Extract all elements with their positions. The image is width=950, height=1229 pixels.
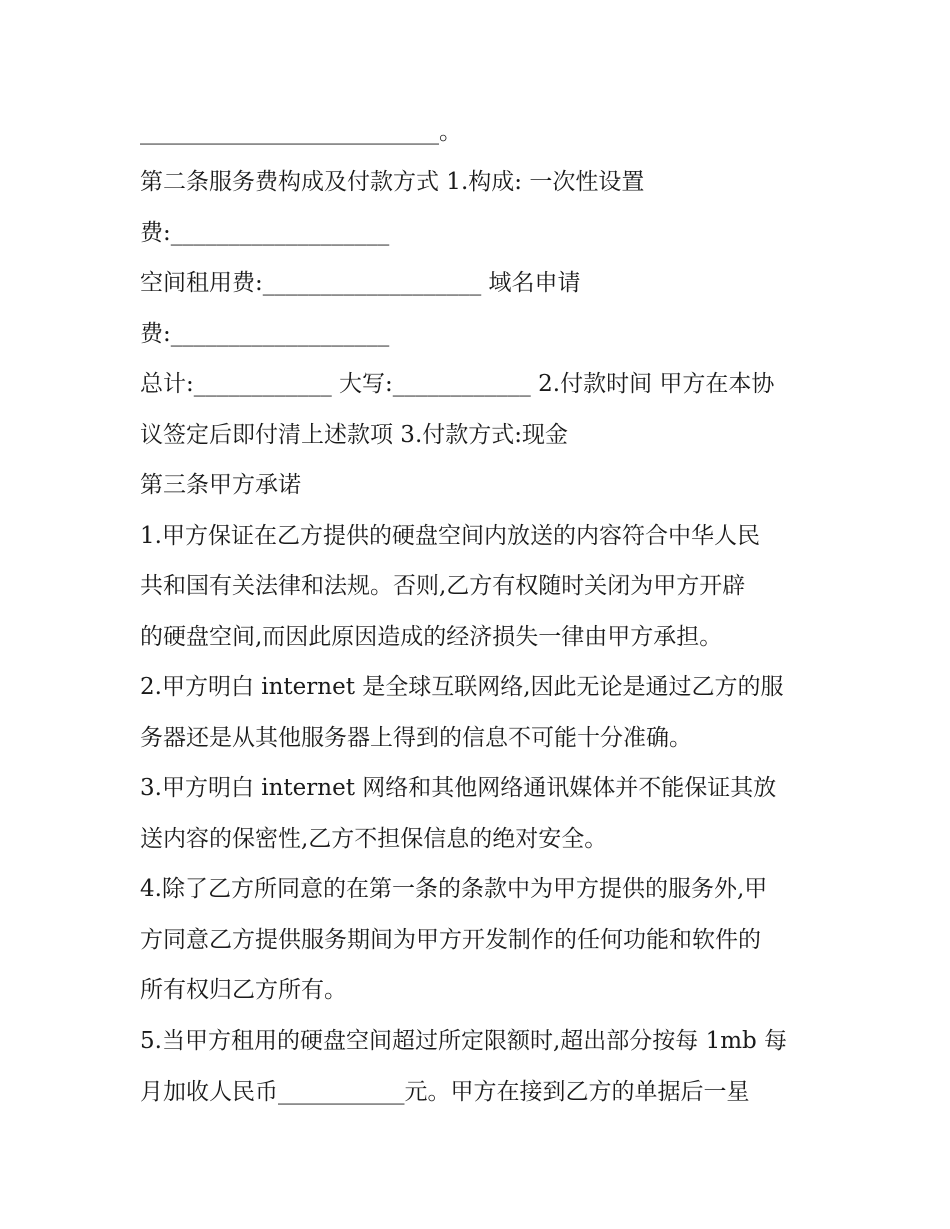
text-line: 1.甲方保证在乙方提供的硬盘空间内放送的内容符合中华人民	[140, 523, 760, 549]
text-line: 4.除了乙方所同意的在第一条的条款中为甲方提供的服务外,甲	[140, 876, 768, 902]
text-line: 共和国有关法律和法规。否则,乙方有权随时关闭为甲方开辟	[140, 573, 746, 599]
text-line: 2.甲方明白 internet 是全球互联网络,因此无论是通过乙方的服	[140, 674, 784, 700]
text-line: 方同意乙方提供服务期间为甲方开发制作的任何功能和软件的	[140, 927, 761, 953]
text-line: 所有权归乙方所有。	[140, 977, 347, 1003]
text-line: 空间租用费:___________________ 域名申请	[140, 270, 581, 296]
text-line: __________________________。	[140, 119, 462, 145]
text-line: 费:___________________	[140, 321, 390, 347]
section-heading-3: 第三条甲方承诺	[140, 472, 301, 498]
text-line: 送内容的保密性,乙方不担保信息的绝对安全。	[140, 826, 608, 852]
text-line: 3.甲方明白 internet 网络和其他网络通讯媒体并不能保证其放	[140, 775, 777, 801]
text-line: 的硬盘空间,而因此原因造成的经济损失一律由甲方承担。	[140, 624, 723, 650]
section-heading-2: 第二条服务费构成及付款方式 1.构成: 一次性设置	[140, 169, 645, 195]
text-line: 5.当甲方租用的硬盘空间超过所定限额时,超出部分按每 1mb 每	[140, 1028, 788, 1054]
text-line: 月加收人民币___________元。甲方在接到乙方的单据后一星	[140, 1079, 750, 1105]
text-line: 议签定后即付清上述款项 3.付款方式:现金	[140, 422, 569, 448]
text-line: 费:___________________	[140, 220, 390, 246]
text-line: 务器还是从其他服务器上得到的信息不可能十分准确。	[140, 725, 692, 751]
text-line: 总计:____________ 大写:____________ 2.付款时间 甲方在本协	[140, 371, 775, 397]
